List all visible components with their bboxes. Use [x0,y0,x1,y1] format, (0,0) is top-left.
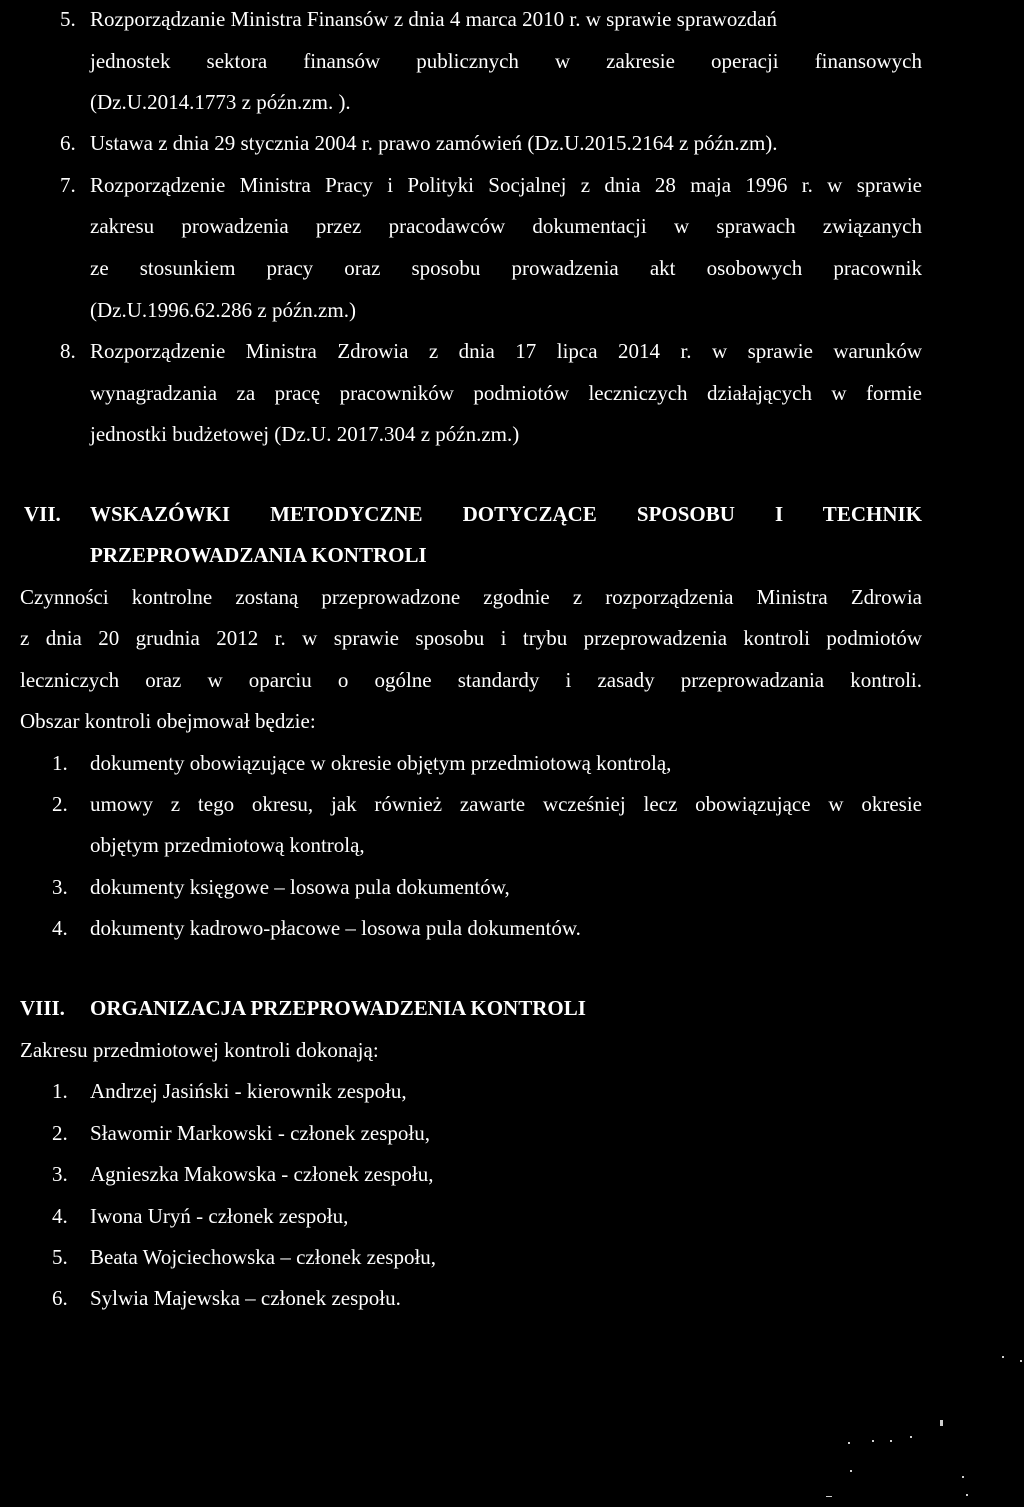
list-number: 5. [52,1245,68,1269]
paragraph-line: Czynności kontrolne zostaną przeprowadzone zgodnie z rozporządzenia Ministra Zdrowia [20,585,922,609]
list-number: 2. [52,792,68,816]
list-number: 3. [52,1162,68,1186]
list-number: 6. [52,1286,68,1310]
team-member: Andrzej Jasiński - kierownik zespołu, [90,1079,407,1103]
list-item-line [90,6,922,32]
list-number: 4. [52,916,68,940]
list-item-line: Rozporządzenie Ministra Pracy i Polityki Socjalnej z dnia 28 maja 1996 r. w sprawie [90,173,922,197]
list-number: 7. [60,173,76,197]
team-member: Iwona Uryń - członek zespołu, [90,1204,349,1228]
section-numeral: VIII. [20,996,65,1020]
team-member: Sylwia Majewska – członek zespołu. [90,1286,401,1310]
team-member: Agnieszka Makowska - członek zespołu, [90,1162,434,1186]
list-item-line: jednostek sektora finansów publicznych w zakresie operacji finansowych [90,49,922,73]
list-item-line: umowy z tego okresu, jak również zawarte wcześniej lecz obowiązujące w okresie [90,792,922,816]
list-number: 5. [60,7,76,31]
list-item-line: (Dz.U.1996.62.286 z późn.zm.) [90,298,356,322]
team-member: Beata Wojciechowska – członek zespołu, [90,1245,437,1269]
paragraph-line: Obszar kontroli obejmował będzie: [20,709,316,733]
section-title: WSKAZÓWKI METODYCZNE DOTYCZĄCE SPOSOBU I TECHNIK [90,502,922,526]
list-item-line: objętym przedmiotową kontrolą, [90,833,365,857]
list-item-line: wynagradzania za pracę pracowników podmiotów leczniczych działających w formie [90,381,922,405]
section-numeral: VII. [24,502,61,526]
list-number: 1. [52,751,68,775]
list-number: 6. [60,131,76,155]
list-number: 3. [52,875,68,899]
list-item-line: dokumenty obowiązujące w okresie objętym przedmiotową kontrolą, [90,751,672,775]
list-number: 8. [60,339,76,363]
list-number: 2. [52,1121,68,1145]
section-title-continued: PRZEPROWADZANIA KONTROLI [90,543,427,567]
list-number: 1. [52,1079,68,1103]
list-item-line: dokumenty księgowe – losowa pula dokumentów, [90,875,510,899]
list-item-line: zakresu prowadzenia przez pracodawców dokumentacji w sprawach związanych [90,214,922,238]
list-number: 4. [52,1204,68,1228]
list-item-line: jednostki budżetowej (Dz.U. 2017.304 z późn.zm.) [90,422,520,446]
list-item-line: dokumenty kadrowo-płacowe – losowa pula dokumentów. [90,916,581,940]
team-member: Sławomir Markowski - członek zespołu, [90,1121,431,1145]
section-title: ORGANIZACJA PRZEPROWADZENIA KONTROLI [90,996,586,1020]
list-item-line: ze stosunkiem pracy oraz sposobu prowadzenia akt osobowych pracownik [90,256,922,280]
list-item-line: Ustawa z dnia 29 stycznia 2004 r. prawo zamówień (Dz.U.2015.2164 z późn.zm). [90,131,778,155]
paragraph-line: z dnia 20 grudnia 2012 r. w sprawie sposobu i trybu przeprowadzenia kontroli podmiotów [20,626,922,650]
list-item-line: (Dz.U.2014.1773 z późn.zm. ). [90,90,351,114]
text-line: Rozporządzanie Ministra Finansów z dnia 4 marca 2010 r. w sprawie sprawozdań [90,7,777,31]
paragraph-line: Zakresu przedmiotowej kontroli dokonają: [20,1038,379,1062]
list-item-line: Rozporządzenie Ministra Zdrowia z dnia 17 lipca 2014 r. w sprawie warunków [90,339,922,363]
paragraph-line: leczniczych oraz w oparciu o ogólne standardy i zasady przeprowadzania kontroli. [20,668,922,692]
